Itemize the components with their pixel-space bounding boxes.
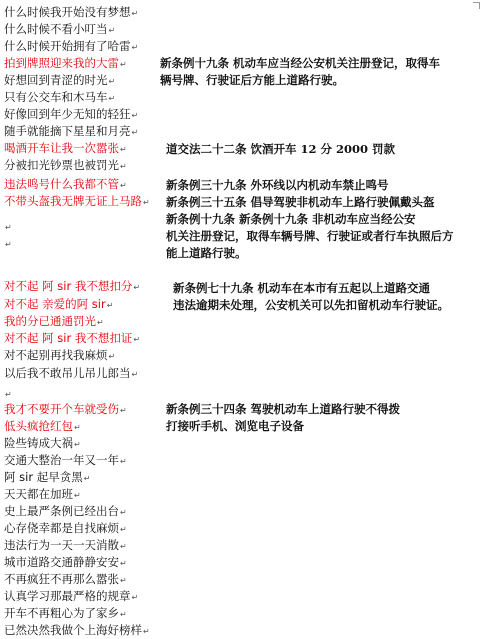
paragraph-mark-icon: ↵ <box>120 610 127 619</box>
paragraph-mark-icon: ↵ <box>97 318 104 327</box>
page-corner-mark <box>473 2 480 9</box>
note-line: 新条例七十九条 机动车在本市有五起以上道路交通 <box>173 281 431 295</box>
paragraph-mark-icon: ↵ <box>120 525 127 534</box>
paragraph-mark-icon: ↵ <box>120 60 127 69</box>
note-line: 打接听手机、浏览电子设备 <box>166 419 304 433</box>
paragraph-mark-icon: ↵ <box>74 440 81 449</box>
regulation-note <box>160 55 440 89</box>
regulation-note <box>173 280 449 314</box>
note-line: 机关注册登记，取得车辆号牌、行驶证或者行车执照后方 <box>166 229 454 243</box>
lyric-line: 我的分已通通罚光↵ <box>4 314 104 328</box>
lyric-line: 什么时候开始拥有了哈雷↵ <box>4 39 139 53</box>
note-line: 能上道路行驶。 <box>166 246 247 260</box>
lyric-line: 天天都在加班↵ <box>4 487 81 501</box>
note-line: 新条例十九条 新条例十九条 非机动车应当经公安 <box>166 212 416 226</box>
lyric-line: 对不起 亲爱的阿 sir↵ <box>4 297 114 311</box>
lyric-line: 什么时候我开始没有梦想↵ <box>4 5 139 19</box>
lyric-line: 好想回到青涩的时光↵ <box>4 73 116 87</box>
lyric-line: 随手就能摘下星星和月亮↵ <box>4 124 139 138</box>
paragraph-mark-icon: ↵ <box>131 43 139 52</box>
paragraph-mark-icon: ↵ <box>131 111 139 120</box>
lyric-line: 阿 sir 起早贪黑↵ <box>4 470 91 484</box>
paragraph-mark-icon: ↵ <box>106 301 114 310</box>
lyric-line: 对不起别再找我麻烦↵ <box>4 348 116 362</box>
lyric-line: 拍到牌照迎来我的大雷↵ <box>4 56 127 70</box>
paragraph-mark-icon: ↵ <box>5 390 12 399</box>
paragraph-mark-icon: ↵ <box>108 94 116 103</box>
lyric-line: 不带头盔我无牌无证上马路↵ <box>4 194 150 208</box>
paragraph-mark-icon: ↵ <box>143 627 150 636</box>
lyric-line: 低头疯抢红包↵ <box>4 419 81 433</box>
paragraph-mark-icon: ↵ <box>143 198 150 207</box>
note-line: 新条例三十五条 倡导驾驶非机动车上路行驶佩戴头盔 <box>166 195 435 209</box>
paragraph-mark-icon: ↵ <box>131 593 139 602</box>
paragraph-mark-icon: ↵ <box>120 559 127 568</box>
lyric-line: 心存侥幸都是自找麻烦↵ <box>4 521 127 535</box>
regulation-note <box>166 401 400 435</box>
empty-paragraph <box>4 386 12 402</box>
paragraph-mark-icon: ↵ <box>133 335 141 344</box>
lyric-line: 认真学习那最严格的规章↵ <box>4 589 139 603</box>
paragraph-mark-icon: ↵ <box>108 77 116 86</box>
lyric-line: 好像回到年少无知的轻狂↵ <box>4 107 139 121</box>
paragraph-mark-icon: ↵ <box>74 423 81 432</box>
lyric-line: 只有公交车和木马车↵ <box>4 90 116 104</box>
lyric-line: 对不起 阿 sir 我不想扣分↵ <box>4 279 141 293</box>
paragraph-mark-icon: ↵ <box>5 240 12 249</box>
paragraph-mark-icon: ↵ <box>5 223 12 232</box>
empty-paragraph <box>4 219 12 235</box>
note-line: 辆号牌、行驶证后方能上道路行驶。 <box>160 73 344 87</box>
note-line: 新条例三十四条 驾驶机动车上道路行驶不得拨 <box>166 402 401 416</box>
lyric-line: 险些铸成大祸↵ <box>4 436 81 450</box>
note-line: 违法逾期未处理，公安机关可以先扣留机动车行驶证。 <box>173 298 449 312</box>
paragraph-mark-icon: ↵ <box>108 352 116 361</box>
lyric-line: 分被扣光钞票也被罚光↵ <box>4 158 127 172</box>
lyric-line: 已然决然我做个上海好榜样↵ <box>4 623 150 637</box>
lyric-line: 喝酒开车让我一次嚣张↵ <box>4 141 127 155</box>
lyric-line: 交通大整治一年又一年↵ <box>4 453 127 467</box>
note-line: 新条例十九条 机动车应当经公安机关注册登记，取得车 <box>160 56 441 70</box>
lyric-line: 对不起 阿 sir 我不想扣证↵ <box>4 331 141 345</box>
lyric-line: 开车不再粗心为了家乡↵ <box>4 606 127 620</box>
lyric-line: 不再疯狂不再那么嚣张↵ <box>4 572 127 586</box>
paragraph-mark-icon: ↵ <box>74 491 81 500</box>
paragraph-mark-icon: ↵ <box>120 542 127 551</box>
lyric-line: 城市道路交通静静安安↵ <box>4 555 127 569</box>
lyric-line: 违法行为一天一天消散↵ <box>4 538 127 552</box>
paragraph-mark-icon: ↵ <box>133 283 141 292</box>
paragraph-mark-icon: ↵ <box>131 128 139 137</box>
note-line: 新条例三十九条 外环线以内机动车禁止鸣号 <box>166 178 389 192</box>
regulation-note <box>166 141 395 158</box>
paragraph-mark-icon: ↵ <box>120 145 127 154</box>
lyric-line: 我才不要开个车就受伤↵ <box>4 402 127 416</box>
paragraph-mark-icon: ↵ <box>120 162 127 171</box>
paragraph-mark-icon: ↵ <box>120 457 127 466</box>
paragraph-mark-icon: ↵ <box>120 576 127 585</box>
regulation-note <box>166 177 454 262</box>
lyric-line: 违法鸣号什么我都不管↵ <box>4 177 127 191</box>
lyric-line: 什么时候不看小叮当↵ <box>4 22 116 36</box>
paragraph-mark-icon: ↵ <box>120 406 127 415</box>
paragraph-mark-icon: ↵ <box>83 474 91 483</box>
note-line: 道交法二十二条 饮酒开车 12 分 2000 罚款 <box>166 142 396 156</box>
lyric-line: 以后我不敢吊儿吊儿郎当↵ <box>4 366 139 380</box>
paragraph-mark-icon: ↵ <box>108 26 116 35</box>
lyric-line: 史上最严条例已经出台↵ <box>4 504 127 518</box>
paragraph-mark-icon: ↵ <box>131 370 139 379</box>
paragraph-mark-icon: ↵ <box>131 9 139 18</box>
paragraph-mark-icon: ↵ <box>120 508 127 517</box>
paragraph-mark-icon: ↵ <box>120 181 127 190</box>
empty-paragraph <box>4 236 12 252</box>
